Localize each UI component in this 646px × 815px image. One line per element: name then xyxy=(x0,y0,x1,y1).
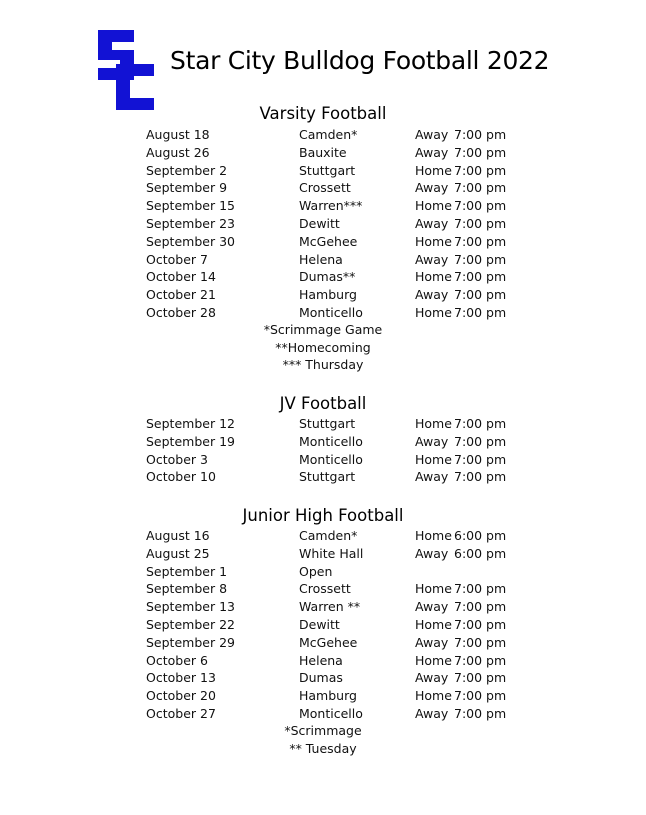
game-site: Away xyxy=(415,433,449,449)
footnote: **Homecoming xyxy=(275,339,371,355)
game-site: Away xyxy=(415,144,449,160)
game-time: 7:00 pm xyxy=(454,305,507,320)
star-city-logo xyxy=(96,28,156,112)
game-time: 7:00 pm xyxy=(454,127,507,142)
schedule-row xyxy=(0,233,646,251)
game-opponent: Monticello xyxy=(299,451,363,467)
section-heading: Junior High Football xyxy=(242,506,404,525)
game-site: Away xyxy=(415,287,449,303)
schedule-row xyxy=(0,634,646,652)
footnote: *** Thursday xyxy=(282,357,364,373)
game-opponent: Dumas** xyxy=(299,269,356,285)
game-time: 7:00 pm xyxy=(454,670,507,686)
schedule-row xyxy=(0,179,646,197)
game-site: Away xyxy=(415,706,449,721)
schedule-row xyxy=(0,527,646,545)
game-date: October 20 xyxy=(146,688,216,704)
game-opponent: Dewitt xyxy=(299,617,340,632)
game-opponent: Stuttgart xyxy=(299,469,356,485)
game-opponent: Monticello xyxy=(299,706,363,721)
game-date: September 30 xyxy=(146,233,235,249)
schedule-row xyxy=(0,304,646,322)
game-opponent: Stuttgart xyxy=(299,162,356,178)
game-site: Home xyxy=(415,233,452,249)
game-opponent: Dewitt xyxy=(299,216,340,231)
game-opponent: Stuttgart xyxy=(299,416,356,431)
game-site: Away xyxy=(415,180,449,196)
game-time: 7:00 pm xyxy=(454,287,507,303)
game-site: Home xyxy=(415,652,452,668)
game-site: Home xyxy=(415,617,452,632)
game-site: Home xyxy=(415,198,452,214)
game-date: October 14 xyxy=(146,269,216,285)
game-date: September 23 xyxy=(146,216,235,231)
game-site: Away xyxy=(415,216,449,231)
game-date: August 25 xyxy=(146,545,210,561)
game-opponent: Camden* xyxy=(299,127,358,142)
schedule-row xyxy=(0,215,646,233)
game-time: 7:00 pm xyxy=(454,180,507,196)
schedule-row xyxy=(0,415,646,433)
game-date: September 2 xyxy=(146,162,228,178)
schedule-row xyxy=(0,669,646,687)
schedule-row xyxy=(0,286,646,304)
page-title: Star City Bulldog Football 2022 xyxy=(170,46,550,75)
game-site: Home xyxy=(415,688,452,704)
game-time: 7:00 pm xyxy=(454,144,507,160)
game-site: Home xyxy=(415,581,452,597)
game-date: September 15 xyxy=(146,198,235,214)
game-opponent: Helena xyxy=(299,251,343,267)
game-time: 7:00 pm xyxy=(454,617,507,632)
game-date: September 13 xyxy=(146,599,235,615)
game-site: Away xyxy=(415,599,449,615)
game-time: 7:00 pm xyxy=(454,599,507,615)
game-opponent: Hamburg xyxy=(299,287,357,303)
schedule-row xyxy=(0,652,646,670)
game-date: August 16 xyxy=(146,528,210,543)
game-time: 7:00 pm xyxy=(454,416,507,431)
game-opponent: Helena xyxy=(299,652,343,668)
game-date: September 22 xyxy=(146,617,235,632)
game-opponent: Crossett xyxy=(299,180,351,196)
game-time: 7:00 pm xyxy=(454,269,507,285)
game-time: 6:00 pm xyxy=(454,528,507,543)
game-opponent: Hamburg xyxy=(299,688,357,704)
schedule-row xyxy=(0,545,646,563)
game-site: Home xyxy=(415,451,452,467)
game-time: 7:00 pm xyxy=(454,433,507,449)
game-site: Away xyxy=(415,251,449,267)
game-date: September 8 xyxy=(146,581,228,597)
game-site: Home xyxy=(415,305,452,320)
game-site: Away xyxy=(415,127,449,142)
schedule-row xyxy=(0,580,646,598)
game-site: Home xyxy=(415,269,452,285)
game-date: October 3 xyxy=(146,451,208,467)
game-opponent: Monticello xyxy=(299,433,363,449)
schedule-row xyxy=(0,162,646,180)
game-site: Home xyxy=(415,162,452,178)
game-site: Away xyxy=(415,469,449,485)
schedule-row xyxy=(0,616,646,634)
game-time: 7:00 pm xyxy=(454,251,507,267)
game-opponent: Monticello xyxy=(299,305,363,320)
game-site: Away xyxy=(415,670,449,686)
game-date: October 6 xyxy=(146,652,208,668)
schedule-row xyxy=(0,705,646,723)
schedule-row xyxy=(0,433,646,451)
game-date: October 28 xyxy=(146,305,216,320)
schedule-row xyxy=(0,197,646,215)
game-date: August 26 xyxy=(146,144,210,160)
section-heading: JV Football xyxy=(279,394,367,413)
game-time: 6:00 pm xyxy=(454,545,507,561)
game-site: Away xyxy=(415,545,449,561)
game-opponent: Camden* xyxy=(299,528,358,543)
game-opponent: White Hall xyxy=(299,545,364,561)
schedule-row xyxy=(0,563,646,581)
game-date: October 27 xyxy=(146,706,216,721)
game-opponent: McGehee xyxy=(299,233,358,249)
game-site: Home xyxy=(415,416,452,431)
game-opponent: Bauxite xyxy=(299,144,347,160)
game-time: 7:00 pm xyxy=(454,162,507,178)
game-time: 7:00 pm xyxy=(454,688,507,704)
game-date: September 19 xyxy=(146,433,235,449)
footnote: ** Tuesday xyxy=(289,740,357,756)
game-time: 7:00 pm xyxy=(454,581,507,597)
game-site: Home xyxy=(415,528,452,543)
game-date: October 7 xyxy=(146,251,208,267)
game-date: September 1 xyxy=(146,563,228,579)
footnote: *Scrimmage Game xyxy=(263,322,383,337)
game-date: September 12 xyxy=(146,416,235,431)
game-time: 7:00 pm xyxy=(454,634,507,650)
game-opponent: Dumas xyxy=(299,670,343,686)
game-time: 7:00 pm xyxy=(454,198,507,214)
game-time: 7:00 pm xyxy=(454,233,507,249)
schedule-row xyxy=(0,468,646,486)
schedule-row xyxy=(0,451,646,469)
game-opponent: Warren*** xyxy=(299,198,363,214)
game-time: 7:00 pm xyxy=(454,216,507,231)
game-date: October 10 xyxy=(146,469,216,485)
schedule-row xyxy=(0,251,646,269)
game-time: 7:00 pm xyxy=(454,451,507,467)
schedule-row xyxy=(0,598,646,616)
game-time: 7:00 pm xyxy=(454,706,507,721)
game-date: October 13 xyxy=(146,670,216,686)
game-date: September 9 xyxy=(146,180,228,196)
game-opponent: Open xyxy=(299,563,333,579)
section-heading: Varsity Football xyxy=(259,104,387,123)
game-date: September 29 xyxy=(146,634,235,650)
game-date: August 18 xyxy=(146,127,210,142)
game-date: October 21 xyxy=(146,287,216,303)
game-opponent: McGehee xyxy=(299,634,358,650)
schedule-row xyxy=(0,144,646,162)
game-site: Away xyxy=(415,634,449,650)
game-opponent: Warren ** xyxy=(299,599,361,615)
game-opponent: Crossett xyxy=(299,581,351,597)
schedule-row xyxy=(0,126,646,144)
game-time: 7:00 pm xyxy=(454,652,507,668)
game-time: 7:00 pm xyxy=(454,469,507,485)
schedule-row xyxy=(0,268,646,286)
footnote: *Scrimmage xyxy=(284,723,362,738)
schedule-row xyxy=(0,687,646,705)
